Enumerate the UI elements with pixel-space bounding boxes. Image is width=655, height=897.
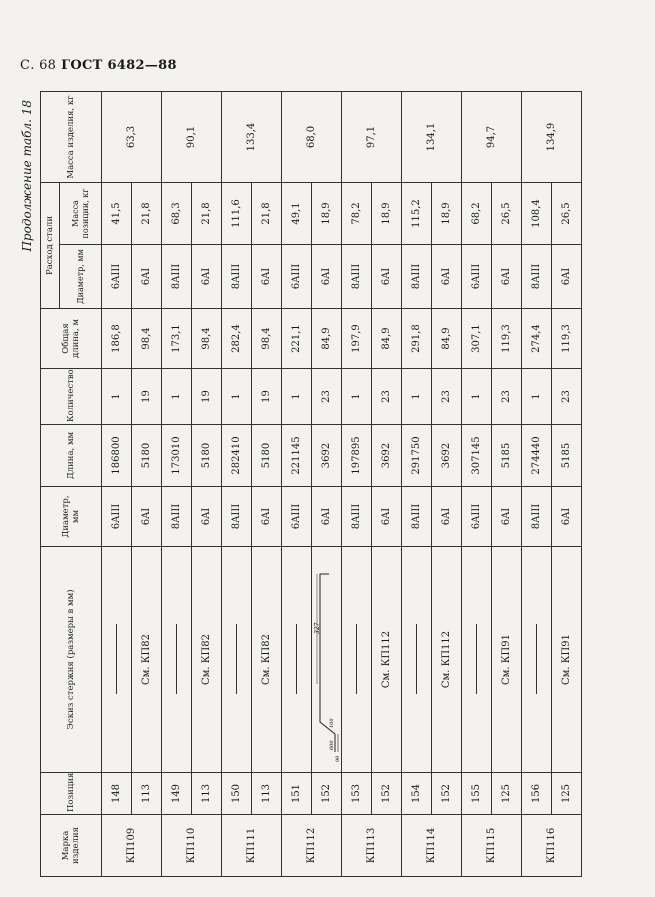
bar-line-sketch <box>536 625 537 695</box>
sketch-cell <box>462 547 492 773</box>
diameter-cell: 8AIII <box>342 487 372 547</box>
product-mass-cell: 63,3 <box>102 92 162 183</box>
quantity-cell: 1 <box>342 369 372 425</box>
steel-diameter-cell: 6AI <box>252 245 282 309</box>
steel-diameter-cell: 8AIII <box>162 245 192 309</box>
table-row <box>102 92 132 877</box>
bar-line-sketch <box>236 625 237 695</box>
page-number: С. 68 <box>20 58 57 73</box>
position-cell: 150 <box>222 773 252 815</box>
product-mass-cell: 133,4 <box>222 92 282 183</box>
length-cell: 5185 <box>492 425 522 487</box>
quantity-cell: 19 <box>132 369 162 425</box>
diameter-cell: 6AIII <box>282 487 312 547</box>
col-length: Длина, мм <box>41 425 102 487</box>
length-cell: 221145 <box>282 425 312 487</box>
diameter-cell: 8AIII <box>402 487 432 547</box>
length-cell: 197895 <box>342 425 372 487</box>
diameter-cell: 6AIII <box>462 487 492 547</box>
table-row <box>222 92 252 877</box>
steel-mass-cell: 108,4 <box>522 183 552 245</box>
sketch-cell <box>522 547 552 773</box>
position-cell: 152 <box>432 773 462 815</box>
col-quantity: Количество <box>41 369 102 425</box>
sketch-cell <box>312 547 342 773</box>
table-row <box>372 92 402 877</box>
diameter-cell: 6AI <box>372 487 402 547</box>
dim-label-short: 600 <box>329 740 335 751</box>
steel-mass-cell: 49,1 <box>282 183 312 245</box>
brand-cell: КП112 <box>282 815 342 877</box>
total-length-cell: 84,9 <box>432 309 462 369</box>
total-length-cell: 291,8 <box>402 309 432 369</box>
sketch-cell: Cм. КП82 <box>132 547 162 773</box>
length-cell: 5185 <box>552 425 582 487</box>
diameter-cell: 6AI <box>552 487 582 547</box>
col-steel-diameter: Диаметр, мм <box>60 245 102 309</box>
total-length-cell: 98,4 <box>192 309 222 369</box>
table-row <box>282 92 312 877</box>
sketch-cell: Cм. КП82 <box>252 547 282 773</box>
steel-diameter-cell: 8AIII <box>342 245 372 309</box>
length-cell: 274440 <box>522 425 552 487</box>
diameter-cell: 6AI <box>132 487 162 547</box>
steel-diameter-cell: 6AI <box>432 245 462 309</box>
length-cell: 173010 <box>162 425 192 487</box>
position-cell: 149 <box>162 773 192 815</box>
brand-cell: КП110 <box>162 815 222 877</box>
length-cell: 5180 <box>252 425 282 487</box>
quantity-cell: 1 <box>222 369 252 425</box>
steel-mass-cell: 78,2 <box>342 183 372 245</box>
table-row <box>192 92 222 877</box>
steel-diameter-cell: 6AIII <box>102 245 132 309</box>
quantity-cell: 23 <box>312 369 342 425</box>
length-cell: 5180 <box>132 425 162 487</box>
steel-mass-cell: 68,3 <box>162 183 192 245</box>
col-steel-group: Расход стали <box>41 183 60 309</box>
sketch-cell <box>342 547 372 773</box>
dim-label-angle: 100 <box>329 718 335 729</box>
total-length-cell: 84,9 <box>372 309 402 369</box>
quantity-cell: 23 <box>372 369 402 425</box>
table-row <box>522 92 552 877</box>
diameter-cell: 8AIII <box>162 487 192 547</box>
sketch-cell <box>222 547 252 773</box>
position-cell: 152 <box>372 773 402 815</box>
steel-diameter-cell: 6AIII <box>282 245 312 309</box>
diameter-cell: 8AIII <box>522 487 552 547</box>
quantity-cell: 23 <box>492 369 522 425</box>
total-length-cell: 119,3 <box>492 309 522 369</box>
table-row <box>162 92 192 877</box>
steel-mass-cell: 68,2 <box>462 183 492 245</box>
sketch-cell: Cм. КП82 <box>192 547 222 773</box>
product-mass-cell: 97,1 <box>342 92 402 183</box>
steel-diameter-cell: 6AI <box>552 245 582 309</box>
position-cell: 125 <box>552 773 582 815</box>
diameter-cell: 6AI <box>252 487 282 547</box>
bar-line-sketch <box>116 625 117 695</box>
length-cell: 291750 <box>402 425 432 487</box>
table-row <box>432 92 462 877</box>
table-row <box>312 92 342 877</box>
col-brand: Марка изделия <box>41 815 102 877</box>
steel-mass-cell: 18,9 <box>372 183 402 245</box>
quantity-cell: 23 <box>552 369 582 425</box>
steel-mass-cell: 21,8 <box>192 183 222 245</box>
quantity-cell: 23 <box>432 369 462 425</box>
length-cell: 307145 <box>462 425 492 487</box>
steel-mass-cell: 18,9 <box>432 183 462 245</box>
steel-mass-cell: 115,2 <box>402 183 432 245</box>
length-cell: 3692 <box>372 425 402 487</box>
sketch-cell <box>282 547 312 773</box>
sketch-cell <box>402 547 432 773</box>
col-position: Позиция <box>41 773 102 815</box>
steel-diameter-cell: 6AI <box>192 245 222 309</box>
dim-label-long: 327 <box>314 623 321 635</box>
position-cell: 151 <box>282 773 312 815</box>
length-cell: 3692 <box>312 425 342 487</box>
quantity-cell: 1 <box>162 369 192 425</box>
table-row <box>552 92 582 877</box>
length-cell: 3692 <box>432 425 462 487</box>
total-length-cell: 173,1 <box>162 309 192 369</box>
bar-line-sketch <box>356 625 357 695</box>
bent-bar-drawing <box>313 555 340 765</box>
total-length-cell: 274,4 <box>522 309 552 369</box>
table-row <box>342 92 372 877</box>
steel-diameter-cell: 6AIII <box>462 245 492 309</box>
quantity-cell: 1 <box>402 369 432 425</box>
steel-diameter-cell: 8AIII <box>402 245 432 309</box>
position-cell: 148 <box>102 773 132 815</box>
product-mass-cell: 94,7 <box>462 92 522 183</box>
position-cell: 153 <box>342 773 372 815</box>
bar-line-sketch <box>296 625 297 695</box>
diameter-cell: 6AIII <box>102 487 132 547</box>
total-length-cell: 84,9 <box>312 309 342 369</box>
brand-cell: КП114 <box>402 815 462 877</box>
reinforcement-table <box>40 91 582 877</box>
brand-cell: КП109 <box>102 815 162 877</box>
product-mass-cell: 90,1 <box>162 92 222 183</box>
brand-cell: КП113 <box>342 815 402 877</box>
length-cell: 186800 <box>102 425 132 487</box>
steel-diameter-cell: 8AIII <box>522 245 552 309</box>
position-cell: 154 <box>402 773 432 815</box>
total-length-cell: 282,4 <box>222 309 252 369</box>
bar-line-sketch <box>476 625 477 695</box>
col-steel-mass: Масса позиции, кг <box>60 183 102 245</box>
sketch-cell <box>162 547 192 773</box>
product-mass-cell: 68,0 <box>282 92 342 183</box>
position-cell: 113 <box>252 773 282 815</box>
total-length-cell: 197,9 <box>342 309 372 369</box>
sketch-cell: Cм. КП112 <box>432 547 462 773</box>
position-cell: 155 <box>462 773 492 815</box>
steel-diameter-cell: 6AI <box>312 245 342 309</box>
sketch-cell: Cм. КП91 <box>492 547 522 773</box>
total-length-cell: 119,3 <box>552 309 582 369</box>
quantity-cell: 19 <box>192 369 222 425</box>
sketch-cell: Cм. КП112 <box>372 547 402 773</box>
col-diameter: Диаметр, мм <box>41 487 102 547</box>
product-mass-cell: 134,1 <box>402 92 462 183</box>
table-row <box>402 92 432 877</box>
quantity-cell: 19 <box>252 369 282 425</box>
brand-cell: КП111 <box>222 815 282 877</box>
bar-line-sketch <box>176 625 177 695</box>
product-mass-cell: 134,9 <box>522 92 582 183</box>
col-sketch: Эскиз стержня (размеры в мм) <box>41 547 102 773</box>
quantity-cell: 1 <box>522 369 552 425</box>
total-length-cell: 307,1 <box>462 309 492 369</box>
diameter-cell: 6AI <box>492 487 522 547</box>
steel-diameter-cell: 6AI <box>132 245 162 309</box>
page-header <box>20 58 177 73</box>
position-cell: 113 <box>132 773 162 815</box>
continuation-label: Продолжение табл. 18 <box>20 100 34 252</box>
position-cell: 156 <box>522 773 552 815</box>
total-length-cell: 221,1 <box>282 309 312 369</box>
dim-label-hook: 90 <box>335 756 341 763</box>
brand-cell: КП115 <box>462 815 522 877</box>
steel-diameter-cell: 6AI <box>372 245 402 309</box>
bar-line-sketch <box>416 625 417 695</box>
sketch-cell: Cм. КП91 <box>552 547 582 773</box>
steel-mass-cell: 26,5 <box>552 183 582 245</box>
position-cell: 125 <box>492 773 522 815</box>
table-body <box>102 92 582 877</box>
quantity-cell: 1 <box>282 369 312 425</box>
steel-mass-cell: 21,8 <box>252 183 282 245</box>
table-row <box>492 92 522 877</box>
steel-mass-cell: 21,8 <box>132 183 162 245</box>
diameter-cell: 6AI <box>192 487 222 547</box>
diameter-cell: 8AIII <box>222 487 252 547</box>
table-row <box>132 92 162 877</box>
steel-mass-cell: 41,5 <box>102 183 132 245</box>
diameter-cell: 6AI <box>432 487 462 547</box>
col-product-mass: Масса изделия, кг <box>41 92 102 183</box>
total-length-cell: 186,8 <box>102 309 132 369</box>
position-cell: 113 <box>192 773 222 815</box>
quantity-cell: 1 <box>462 369 492 425</box>
quantity-cell: 1 <box>102 369 132 425</box>
total-length-cell: 98,4 <box>252 309 282 369</box>
table-row <box>252 92 282 877</box>
length-cell: 5180 <box>192 425 222 487</box>
steel-mass-cell: 111,6 <box>222 183 252 245</box>
standard-code: ГОСТ 6482—88 <box>61 58 177 73</box>
length-cell: 282410 <box>222 425 252 487</box>
sketch-cell <box>102 547 132 773</box>
steel-mass-cell: 26,5 <box>492 183 522 245</box>
table-row <box>462 92 492 877</box>
steel-diameter-cell: 6AI <box>492 245 522 309</box>
position-cell: 152 <box>312 773 342 815</box>
steel-mass-cell: 18,9 <box>312 183 342 245</box>
diameter-cell: 6AI <box>312 487 342 547</box>
brand-cell: КП116 <box>522 815 582 877</box>
col-total-length: Общая длина, м <box>41 309 102 369</box>
rotated-table-area <box>20 92 615 877</box>
total-length-cell: 98,4 <box>132 309 162 369</box>
steel-diameter-cell: 8AIII <box>222 245 252 309</box>
